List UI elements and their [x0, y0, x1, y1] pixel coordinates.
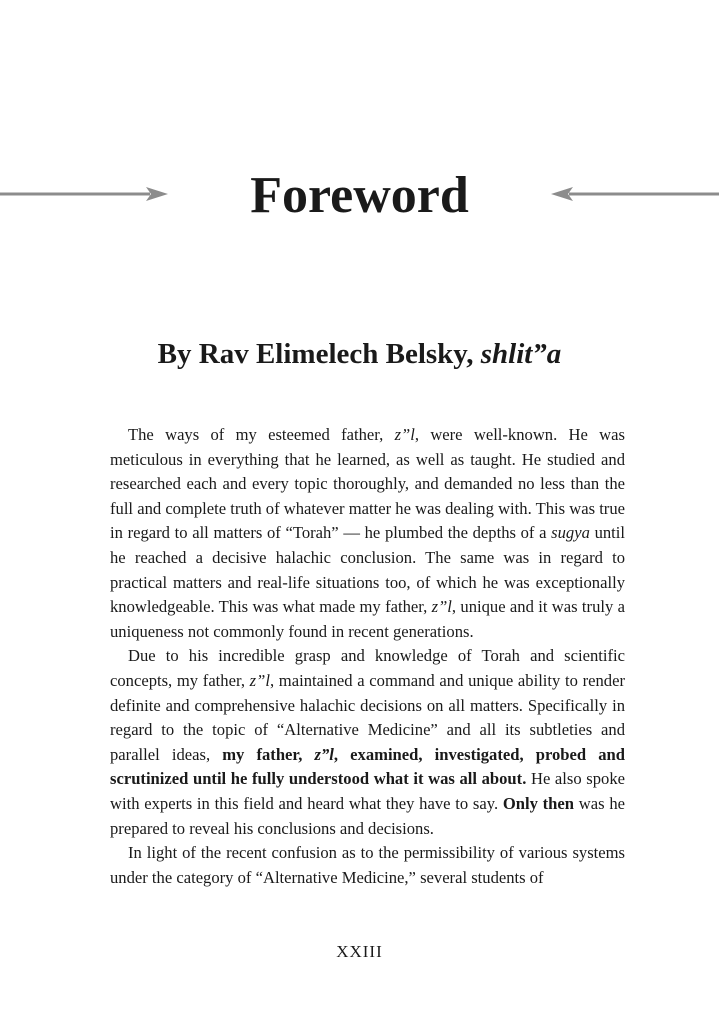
text-run-italic: z”l — [394, 425, 415, 444]
text-run-italic: z”l — [249, 670, 270, 690]
author-byline — [0, 336, 719, 372]
text-run-italic: sugya — [551, 523, 590, 543]
text-run: , unique and it was truly a uniqueness not commonly found in recent generations. — [110, 597, 625, 641]
byline-honorific: shlit”a — [480, 338, 562, 370]
text-run-bold: Only then — [502, 793, 575, 813]
paragraph-3 — [110, 841, 625, 890]
text-run-bold: , examined, investigated, probed and scrutinized until he fully understood what it was all about. — [110, 744, 626, 789]
text-run: , maintained a command and unique ability to render definite and comprehensive halachic decisions on all matters. Specifically in regard to the topic of “Alternative Medicine” and all its subtleties and parallel ideas, — [110, 670, 625, 764]
page-number: XXIII — [336, 942, 383, 961]
byline-name: By Rav Elimelech Belsky, — [157, 338, 481, 370]
right-arrow-ornament — [549, 184, 719, 204]
text-run: He also spoke with experts in this field and heard what they have to say. — [110, 769, 625, 813]
page-title: Foreword — [250, 167, 469, 224]
text-run: was he prepared to reveal his conclusions and decisions. — [110, 793, 625, 838]
text-run: until he reached a decisive halachic conclusion. The same was in regard to practical matters and real-life situations too, of which he was exceptionally knowledgeable. This was what made my father, — [110, 523, 625, 617]
foreword-body — [110, 423, 625, 890]
text-run: Due to his incredible grasp and knowledge of Torah and scientific concepts, my father, — [110, 646, 625, 690]
text-run: , were well-known. He was meticulous in everything that he learned, as well as taught. He studied and researched each and every topic thoroughly, and demanded no less than the full and complete truth of whatever matter he was dealing with. This was true in regard to all matters of “Torah” — he plumbed the depths of a — [110, 425, 625, 543]
paragraph-2 — [110, 644, 625, 841]
text-run-italic: z”l — [431, 597, 452, 617]
text-run-bold-italic: z”l — [314, 744, 334, 764]
text-run-bold: my father, — [222, 744, 315, 764]
text-run: The ways of my esteemed father, — [128, 425, 395, 444]
text-run: In light of the recent confusion as to the permissibility of various systems under the category of “Alternative Medicine,” several students of — [110, 843, 625, 887]
paragraph-1 — [110, 423, 625, 644]
